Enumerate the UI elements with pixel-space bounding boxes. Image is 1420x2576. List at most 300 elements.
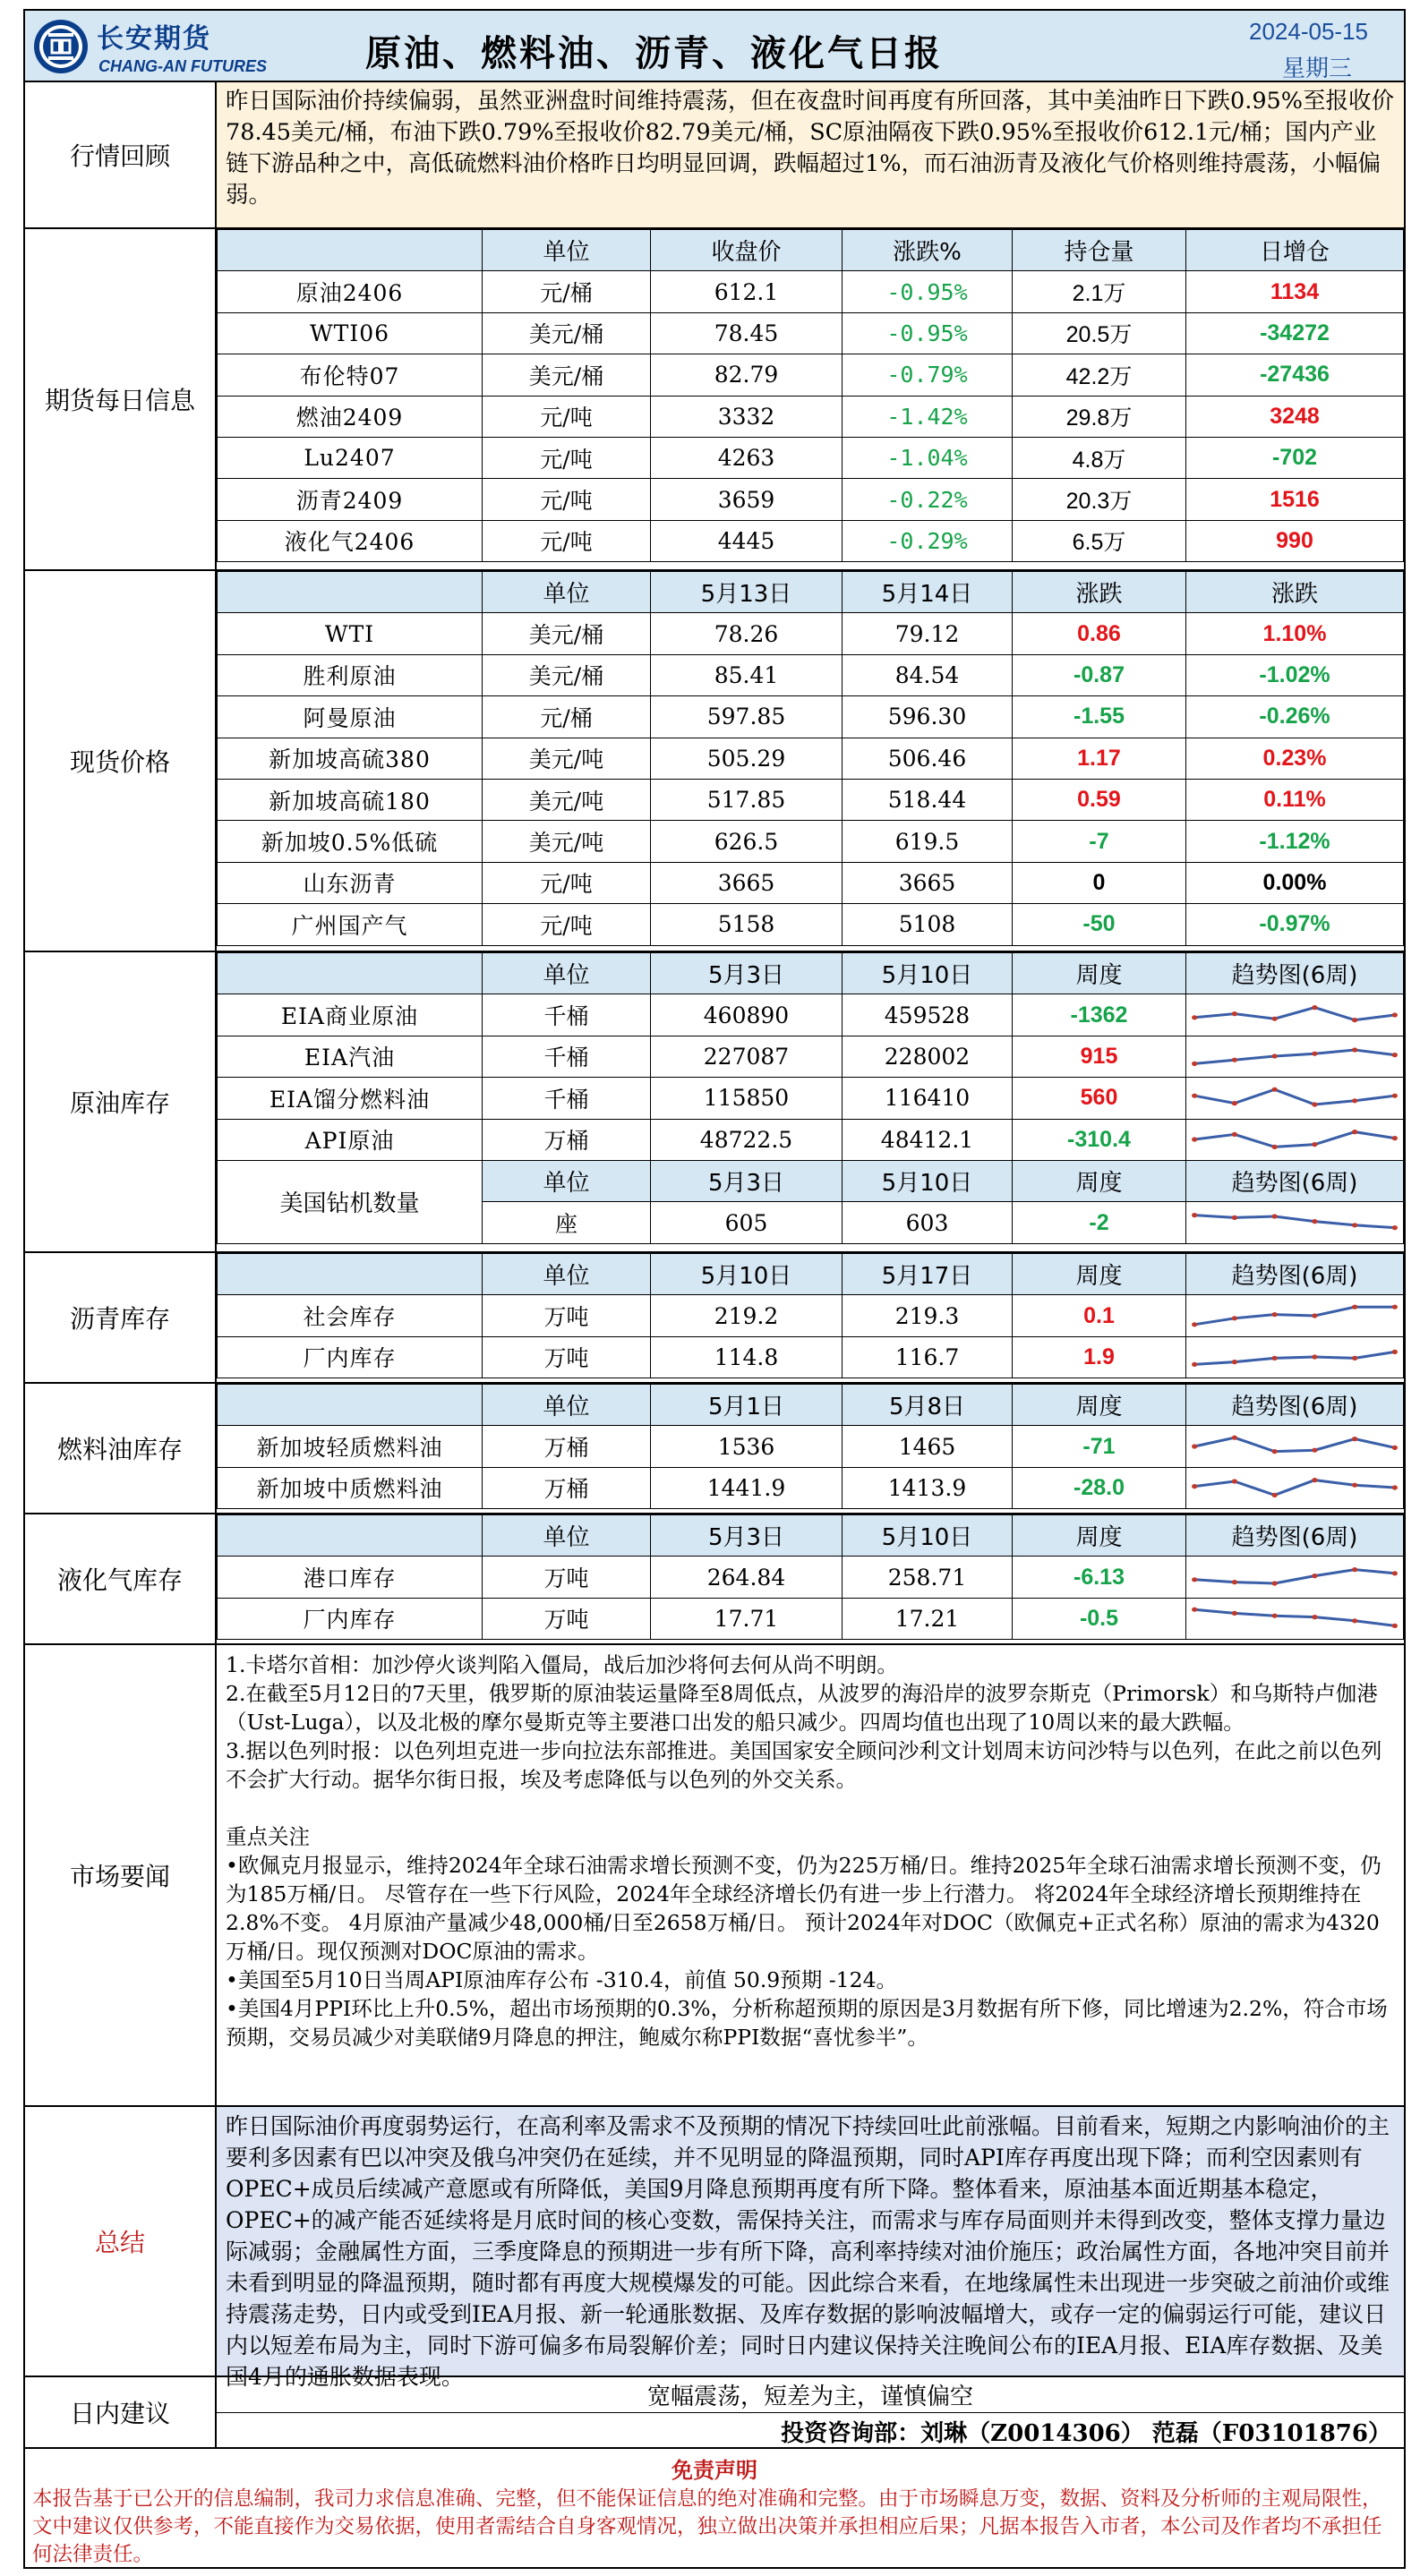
trend-line <box>1194 1215 1395 1228</box>
table-row <box>218 1557 1404 1598</box>
weekly-change: -2 <box>1013 1202 1186 1243</box>
column-header: 5月3日 <box>651 1515 843 1557</box>
asphalt-inventory-label: 沥青库存 <box>25 1253 217 1382</box>
table-row <box>218 1467 1404 1508</box>
trend-chart-cell <box>1186 1426 1404 1467</box>
trend-point <box>1232 1480 1237 1484</box>
fuel-oil-inventory-label: 燃料油库存 <box>25 1384 217 1513</box>
trend-point <box>1392 1486 1398 1490</box>
unit-cell: 元/桶 <box>483 696 651 738</box>
lpg-inventory-section <box>23 1514 1406 1645</box>
table-row <box>218 613 1404 654</box>
daily-oi-change: 990 <box>1186 520 1404 561</box>
column-header: 收盘价 <box>651 230 843 271</box>
table-row <box>218 1036 1404 1077</box>
table-header-row <box>218 953 1404 994</box>
trend-point <box>1392 1571 1398 1575</box>
unit-cell: 元/吨 <box>483 437 651 478</box>
fuel-oil-inventory-table <box>217 1384 1404 1509</box>
open-interest: 6.5万 <box>1013 520 1186 561</box>
trend-point <box>1192 1015 1197 1019</box>
column-header: 日增仓 <box>1186 230 1404 271</box>
inventory-name: EIA商业原油 <box>218 994 483 1036</box>
column-header: 单位 <box>483 1160 651 1201</box>
inventory-name: 新加坡轻质燃料油 <box>218 1426 483 1467</box>
trend-line <box>1194 1050 1395 1063</box>
value-week1: 48722.5 <box>651 1119 843 1160</box>
price-change: 0.59 <box>1013 779 1186 820</box>
trend-sparkline <box>1188 1600 1401 1636</box>
weekly-change: 1.9 <box>1013 1336 1186 1378</box>
inventory-name: 厂内库存 <box>218 1598 483 1639</box>
trend-chart-cell <box>1186 1119 1404 1160</box>
column-header: 5月3日 <box>651 953 843 994</box>
trend-line <box>1194 1480 1395 1496</box>
spot-name: WTI <box>218 613 483 654</box>
close-price: 3659 <box>651 479 843 520</box>
table-header-row <box>218 572 1404 613</box>
column-header: 5月10日 <box>843 1160 1013 1201</box>
report-header <box>23 9 1406 82</box>
price-day1: 78.26 <box>651 613 843 654</box>
trend-point <box>1192 1444 1197 1448</box>
spot-name: 新加坡0.5%低硫 <box>218 821 483 862</box>
trend-line <box>1194 1132 1395 1147</box>
column-header: 单位 <box>483 572 651 613</box>
trend-point <box>1192 1138 1197 1142</box>
trend-point <box>1352 1223 1357 1227</box>
report-title: 原油、燃料油、沥青、液化气日报 <box>365 33 943 74</box>
value-week1: 460890 <box>651 994 843 1036</box>
table-row <box>218 696 1404 738</box>
table-header-row <box>218 1515 1404 1557</box>
column-header: 周度 <box>1013 1515 1186 1557</box>
weekly-change: 560 <box>1013 1078 1186 1119</box>
brand-name-en: CHANG-AN FUTURES <box>98 57 267 75</box>
trend-line <box>1194 1570 1395 1583</box>
trend-chart-cell <box>1186 1557 1404 1598</box>
close-price: 3332 <box>651 396 843 437</box>
table-row <box>218 1336 1404 1378</box>
trend-chart-cell <box>1186 1036 1404 1077</box>
value-week1: 17.71 <box>651 1598 843 1639</box>
table-row <box>218 821 1404 862</box>
inventory-name: 厂内库存 <box>218 1336 483 1378</box>
table-row <box>218 396 1404 437</box>
change-percent: -0.95% <box>843 312 1013 354</box>
price-change: -1.55 <box>1013 696 1186 738</box>
trend-point <box>1312 1574 1317 1578</box>
open-interest: 20.5万 <box>1013 312 1186 354</box>
asphalt-inventory-section <box>23 1253 1406 1384</box>
column-header: 单位 <box>483 1515 651 1557</box>
focus-item-3: •美国4月PPI环比上升0.5%，超出市场预期的0.3%，分析称超预期的原因是3月数据有所下修，同比增速为2.2%，符合市场预期，交易员减少对美联储9月降息的押注，鲍威尔称PPI数据“喜忧参半”。 <box>226 1996 1388 2050</box>
news-item-1: 1.卡塔尔首相：加沙停火谈判陷入僵局，战后加沙将何去何从尚不明朗。 <box>226 1652 898 1677</box>
value-week2: 17.21 <box>843 1598 1013 1639</box>
price-day2: 5108 <box>843 904 1013 945</box>
table-row <box>218 1078 1404 1119</box>
column-header <box>218 953 483 994</box>
value-week2: 1413.9 <box>843 1467 1013 1508</box>
unit-cell: 美元/吨 <box>483 738 651 779</box>
column-header: 持仓量 <box>1013 230 1186 271</box>
trend-point <box>1272 1449 1278 1454</box>
trend-chart-cell <box>1186 1078 1404 1119</box>
trend-point <box>1272 1493 1278 1497</box>
spot-name: 胜利原油 <box>218 654 483 695</box>
price-change-percent: 0.00% <box>1186 862 1404 903</box>
unit-cell: 万桶 <box>483 1119 651 1160</box>
weekly-change: -28.0 <box>1013 1467 1186 1508</box>
value-week1: 115850 <box>651 1078 843 1119</box>
trend-line <box>1194 1307 1395 1325</box>
column-header: 5月10日 <box>843 1515 1013 1557</box>
table-row <box>218 862 1404 903</box>
value-week2: 228002 <box>843 1036 1013 1077</box>
change-percent: -0.95% <box>843 271 1013 312</box>
trend-sparkline <box>1188 1298 1401 1334</box>
trend-point <box>1192 1093 1197 1097</box>
trend-point <box>1192 1322 1197 1326</box>
table-row <box>218 271 1404 312</box>
daily-oi-change: 1134 <box>1186 271 1404 312</box>
crude-inventory-section <box>23 952 1406 1253</box>
price-day2: 518.44 <box>843 779 1013 820</box>
trend-point <box>1312 1478 1317 1482</box>
table-row <box>218 904 1404 945</box>
trend-sparkline <box>1188 1205 1401 1241</box>
futures-table <box>217 229 1404 562</box>
report-page <box>23 9 1406 2569</box>
value-week2: 258.71 <box>843 1557 1013 1598</box>
value-week1: 219.2 <box>651 1295 843 1336</box>
table-header-row <box>218 230 1404 271</box>
table-row <box>218 779 1404 820</box>
trend-point <box>1272 1614 1278 1618</box>
focus-item-2: •美国至5月10日当周API原油库存公布 -310.4，前值 50.9预期 -124。 <box>226 1967 898 1992</box>
table-row <box>218 1119 1404 1160</box>
close-price: 4263 <box>651 437 843 478</box>
daily-oi-change: -34272 <box>1186 312 1404 354</box>
trend-point <box>1392 1093 1398 1097</box>
price-day1: 505.29 <box>651 738 843 779</box>
table-row <box>218 1295 1404 1336</box>
column-header: 趋势图(6周) <box>1186 1385 1404 1426</box>
advice-label: 日内建议 <box>25 2377 217 2447</box>
price-change-percent: -1.02% <box>1186 654 1404 695</box>
trend-point <box>1192 1484 1197 1488</box>
table-header-row <box>218 1385 1404 1426</box>
trend-sparkline <box>1188 1080 1401 1116</box>
trend-point <box>1392 1136 1398 1140</box>
unit-cell: 美元/吨 <box>483 779 651 820</box>
column-header: 5月13日 <box>651 572 843 613</box>
table-row <box>218 1598 1404 1639</box>
trend-point <box>1392 1350 1398 1354</box>
value-week2: 1465 <box>843 1426 1013 1467</box>
advice-text: 宽幅震荡，短差为主，谨慎偏空 <box>217 2377 1404 2413</box>
disclaimer-text: 本报告基于已公开的信息编制，我司力求信息准确、完整，但不能保证信息的绝对准确和完整。由于市场瞬息万变，数据、资料及分析师的主观局限性，文中建议仅供参考，不能直接作为交易依据，使用者需结合自身客观情况，独立做出决策并承担相应后果；凡据本报告入市者，本公司及作者均不承担任何法律责任。 <box>32 2487 1382 2566</box>
inventory-name: EIA馏分燃料油 <box>218 1078 483 1119</box>
trend-sparkline <box>1188 1339 1401 1375</box>
rig-header-row <box>218 1160 1404 1201</box>
value-week1: 114.8 <box>651 1336 843 1378</box>
trend-sparkline <box>1188 997 1401 1033</box>
trend-point <box>1392 1012 1398 1017</box>
price-day1: 597.85 <box>651 696 843 738</box>
spot-table <box>217 571 1404 946</box>
value-week2: 603 <box>843 1202 1013 1243</box>
unit-cell: 千桶 <box>483 1078 651 1119</box>
trend-point <box>1352 1048 1357 1053</box>
news-content <box>217 1645 1404 2057</box>
weekly-change: 915 <box>1013 1036 1186 1077</box>
change-percent: -0.79% <box>843 354 1013 396</box>
futures-label: 期货每日信息 <box>25 229 217 569</box>
trend-point <box>1312 1005 1317 1010</box>
table-row <box>218 1426 1404 1467</box>
advice-section <box>23 2377 1406 2449</box>
fuel-oil-inventory-section <box>23 1384 1406 1514</box>
trend-point <box>1312 1142 1317 1147</box>
trend-point <box>1272 1017 1278 1021</box>
table-row <box>218 312 1404 354</box>
value-week2: 116410 <box>843 1078 1013 1119</box>
trend-point <box>1192 1577 1197 1582</box>
trend-sparkline <box>1188 1429 1401 1464</box>
inventory-name: 社会库存 <box>218 1295 483 1336</box>
contract-name: WTI06 <box>218 312 483 354</box>
unit-cell: 万吨 <box>483 1336 651 1378</box>
column-header: 周度 <box>1013 1385 1186 1426</box>
trend-line <box>1194 1437 1395 1451</box>
table-row <box>218 479 1404 520</box>
open-interest: 4.8万 <box>1013 437 1186 478</box>
close-price: 612.1 <box>651 271 843 312</box>
trend-point <box>1272 1581 1278 1585</box>
trend-point <box>1232 1316 1237 1320</box>
inventory-name: EIA汽油 <box>218 1036 483 1077</box>
trend-point <box>1352 1305 1357 1309</box>
trend-line <box>1194 1089 1395 1105</box>
weekly-change: -6.13 <box>1013 1557 1186 1598</box>
news-label: 市场要闻 <box>25 1645 217 2105</box>
news-item-2: 2.在截至5月12日的7天里，俄罗斯的原油装运量降至8周低点，从波罗的海沿岸的波罗奈斯克（Primorsk）和乌斯特卢伽港（Ust-Luga），以及北极的摩尔曼斯克等主要港口出发的船只减少。四周均值也出现了10周以来的最大跌幅。 <box>226 1681 1378 1735</box>
trend-point <box>1312 1355 1317 1360</box>
trend-point <box>1392 1624 1398 1628</box>
value-week1: 227087 <box>651 1036 843 1077</box>
trend-chart-cell <box>1186 1598 1404 1639</box>
trend-point <box>1272 1214 1278 1218</box>
disclaimer-section <box>23 2449 1406 2569</box>
trend-point <box>1192 1608 1197 1612</box>
disclaimer-title: 免责声明 <box>672 2457 757 2483</box>
column-header <box>218 572 483 613</box>
unit-cell: 美元/桶 <box>483 354 651 396</box>
trend-point <box>1272 1054 1278 1059</box>
column-header: 5月1日 <box>651 1385 843 1426</box>
company-logo-icon <box>32 18 90 75</box>
trend-point <box>1352 1356 1357 1361</box>
trend-point <box>1352 1130 1357 1134</box>
unit-cell: 美元/桶 <box>483 654 651 695</box>
spot-name: 新加坡高硫380 <box>218 738 483 779</box>
trend-point <box>1312 1052 1317 1056</box>
table-row <box>218 437 1404 478</box>
table-row <box>218 738 1404 779</box>
unit-cell: 元/吨 <box>483 862 651 903</box>
price-day2: 596.30 <box>843 696 1013 738</box>
price-change-percent: 0.11% <box>1186 779 1404 820</box>
table-row <box>218 994 1404 1036</box>
contract-name: 布伦特07 <box>218 354 483 396</box>
trend-chart-cell <box>1186 1295 1404 1336</box>
close-price: 82.79 <box>651 354 843 396</box>
spot-name: 广州国产气 <box>218 904 483 945</box>
trend-point <box>1232 1058 1237 1062</box>
change-percent: -1.04% <box>843 437 1013 478</box>
column-header: 趋势图(6周) <box>1186 953 1404 994</box>
column-header: 5月17日 <box>843 1254 1013 1295</box>
unit-cell: 美元/桶 <box>483 312 651 354</box>
trend-point <box>1352 1018 1357 1022</box>
trend-sparkline <box>1188 1559 1401 1595</box>
futures-section <box>23 229 1406 571</box>
unit-cell: 万桶 <box>483 1426 651 1467</box>
column-header: 单位 <box>483 1254 651 1295</box>
unit-cell: 座 <box>483 1202 651 1243</box>
summary-section <box>23 2107 1406 2390</box>
crude-inventory-label: 原油库存 <box>25 952 217 1251</box>
contract-name: 沥青2409 <box>218 479 483 520</box>
unit-cell: 元/桶 <box>483 271 651 312</box>
report-date: 2024-05-15 <box>1249 18 1368 45</box>
price-day2: 3665 <box>843 862 1013 903</box>
trend-point <box>1232 1611 1237 1616</box>
inventory-name: 港口库存 <box>218 1557 483 1598</box>
trend-point <box>1352 1619 1357 1624</box>
summary-text: 昨日国际油价再度弱势运行，在高利率及需求不及预期的情况下持续回吐此前涨幅。目前看来，短期之内影响油价的主要利多因素有巴以冲突及俄乌冲突仍在延续，并不见明显的降温预期，同时API库存再度出现下降；而利空因素则有OPEC+成员后续减产意愿或有所降低，美国9月降息预期再度有所下降。整体看来，原油基本面近期基本稳定，OPEC+的减产能否延续将是月底时间的核心变数，需保持关注，而需求与库存局面则并未得到改变，整体支撑力量边际减弱；金融属性方面，三季度降息的预期进一步有所下降，高利率持续对油价施压；政治属性方面，各地冲突目前并未看到明显的降温预期，随时都有再度大规模爆发的可能。因此综合来看，在地缘属性未出现进一步突破之前油价或维持震荡走势，日内或受到IEA月报、新一轮通胀数据、及库存数据的影响波幅增大，或存一定的偏弱运行可能，建议日内以短差布局为主，同时下游可偏多布局裂解价差；同时日内建议保持关注晚间公布的IEA月报、EIA库存数据、及美国4月的通胀数据表现。 <box>217 2107 1404 2376</box>
column-header: 涨跌% <box>843 230 1013 271</box>
value-week1: 605 <box>651 1202 843 1243</box>
price-change: -7 <box>1013 821 1186 862</box>
daily-oi-change: 1516 <box>1186 479 1404 520</box>
column-header: 5月10日 <box>843 953 1013 994</box>
contract-name: 原油2406 <box>218 271 483 312</box>
open-interest: 29.8万 <box>1013 396 1186 437</box>
column-header: 5月14日 <box>843 572 1013 613</box>
price-day2: 506.46 <box>843 738 1013 779</box>
trend-point <box>1352 1098 1357 1103</box>
lpg-inventory-table <box>217 1514 1404 1640</box>
open-interest: 2.1万 <box>1013 271 1186 312</box>
column-header <box>218 230 483 271</box>
column-header: 趋势图(6周) <box>1186 1160 1404 1201</box>
spot-name: 山东沥青 <box>218 862 483 903</box>
trend-point <box>1352 1567 1357 1572</box>
spot-section <box>23 571 1406 952</box>
value-week1: 1536 <box>651 1426 843 1467</box>
open-interest: 20.3万 <box>1013 479 1186 520</box>
asphalt-inventory-table <box>217 1253 1404 1378</box>
trend-point <box>1312 1615 1317 1619</box>
trend-chart-cell <box>1186 994 1404 1036</box>
review-text: 昨日国际油价持续偏弱，虽然亚洲盘时间维持震荡，但在夜盘时间再度有所回落，其中美油昨日下跌0.95%至报收价78.45美元/桶，布油下跌0.79%至报收价82.79美元/桶，SC原油隔夜下跌0.95%至报收价612.1元/桶；国内产业链下游品种之中，高低硫燃料油价格昨日均明显回调，跌幅超过1%，而石油沥青及液化气价格则维持震荡，小幅偏弱。 <box>217 82 1404 227</box>
trend-sparkline <box>1188 1470 1401 1506</box>
contract-name: 液化气2406 <box>218 520 483 561</box>
price-change: -0.87 <box>1013 654 1186 695</box>
column-header <box>218 1385 483 1426</box>
price-change-percent: -0.97% <box>1186 904 1404 945</box>
trend-point <box>1192 1362 1197 1367</box>
unit-cell: 千桶 <box>483 994 651 1036</box>
column-header <box>218 1515 483 1557</box>
trend-line <box>1194 1610 1395 1626</box>
column-header: 趋势图(6周) <box>1186 1515 1404 1557</box>
daily-oi-change: -702 <box>1186 437 1404 478</box>
focus-title: 重点关注 <box>226 1824 310 1849</box>
price-day1: 517.85 <box>651 779 843 820</box>
trend-point <box>1392 1446 1398 1450</box>
weekly-change: -71 <box>1013 1426 1186 1467</box>
trend-point <box>1392 1053 1398 1057</box>
trend-point <box>1392 1305 1398 1309</box>
trend-point <box>1232 1360 1237 1364</box>
news-item-3: 3.据以色列时报：以色列坦克进一步向拉法东部推进。美国国家安全顾问沙利文计划周末访问沙特与以色列，在此之前以色列不会扩大行动。据华尔街日报，埃及考虑降低与以色列的外交关系。 <box>226 1738 1382 1792</box>
trend-point <box>1232 1215 1237 1220</box>
value-week2: 48412.1 <box>843 1119 1013 1160</box>
unit-cell: 万吨 <box>483 1295 651 1336</box>
inventory-name: 新加坡中质燃料油 <box>218 1467 483 1508</box>
column-header: 周度 <box>1013 1160 1186 1201</box>
contract-name: 燃油2409 <box>218 396 483 437</box>
column-header <box>218 1254 483 1295</box>
unit-cell: 元/吨 <box>483 520 651 561</box>
trend-point <box>1352 1483 1357 1488</box>
summary-label: 总结 <box>25 2107 217 2376</box>
price-day1: 85.41 <box>651 654 843 695</box>
trend-point <box>1192 1213 1197 1217</box>
price-change: 0 <box>1013 862 1186 903</box>
column-header: 单位 <box>483 230 651 271</box>
column-header: 5月10日 <box>651 1254 843 1295</box>
price-change-percent: -1.12% <box>1186 821 1404 862</box>
spot-label: 现货价格 <box>25 571 217 951</box>
trend-point <box>1272 1087 1278 1091</box>
news-section <box>23 1645 1406 2107</box>
unit-cell: 美元/吨 <box>483 821 651 862</box>
unit-cell: 元/吨 <box>483 904 651 945</box>
spot-name: 阿曼原油 <box>218 696 483 738</box>
trend-chart-cell <box>1186 1202 1404 1243</box>
trend-point <box>1312 1102 1317 1106</box>
column-header: 单位 <box>483 953 651 994</box>
column-header: 单位 <box>483 1385 651 1426</box>
unit-cell: 万吨 <box>483 1598 651 1639</box>
price-change: -50 <box>1013 904 1186 945</box>
review-label: 行情回顾 <box>25 82 217 227</box>
daily-oi-change: -27436 <box>1186 354 1404 396</box>
price-day1: 626.5 <box>651 821 843 862</box>
price-change-percent: 0.23% <box>1186 738 1404 779</box>
trend-sparkline <box>1188 1038 1401 1074</box>
price-change-percent: -0.26% <box>1186 696 1404 738</box>
brand-name-cn: 长安期货 <box>97 23 211 55</box>
unit-cell: 元/吨 <box>483 479 651 520</box>
inventory-name: API原油 <box>218 1119 483 1160</box>
crude-inventory-table <box>217 952 1404 1244</box>
lpg-inventory-label: 液化气库存 <box>25 1514 217 1643</box>
